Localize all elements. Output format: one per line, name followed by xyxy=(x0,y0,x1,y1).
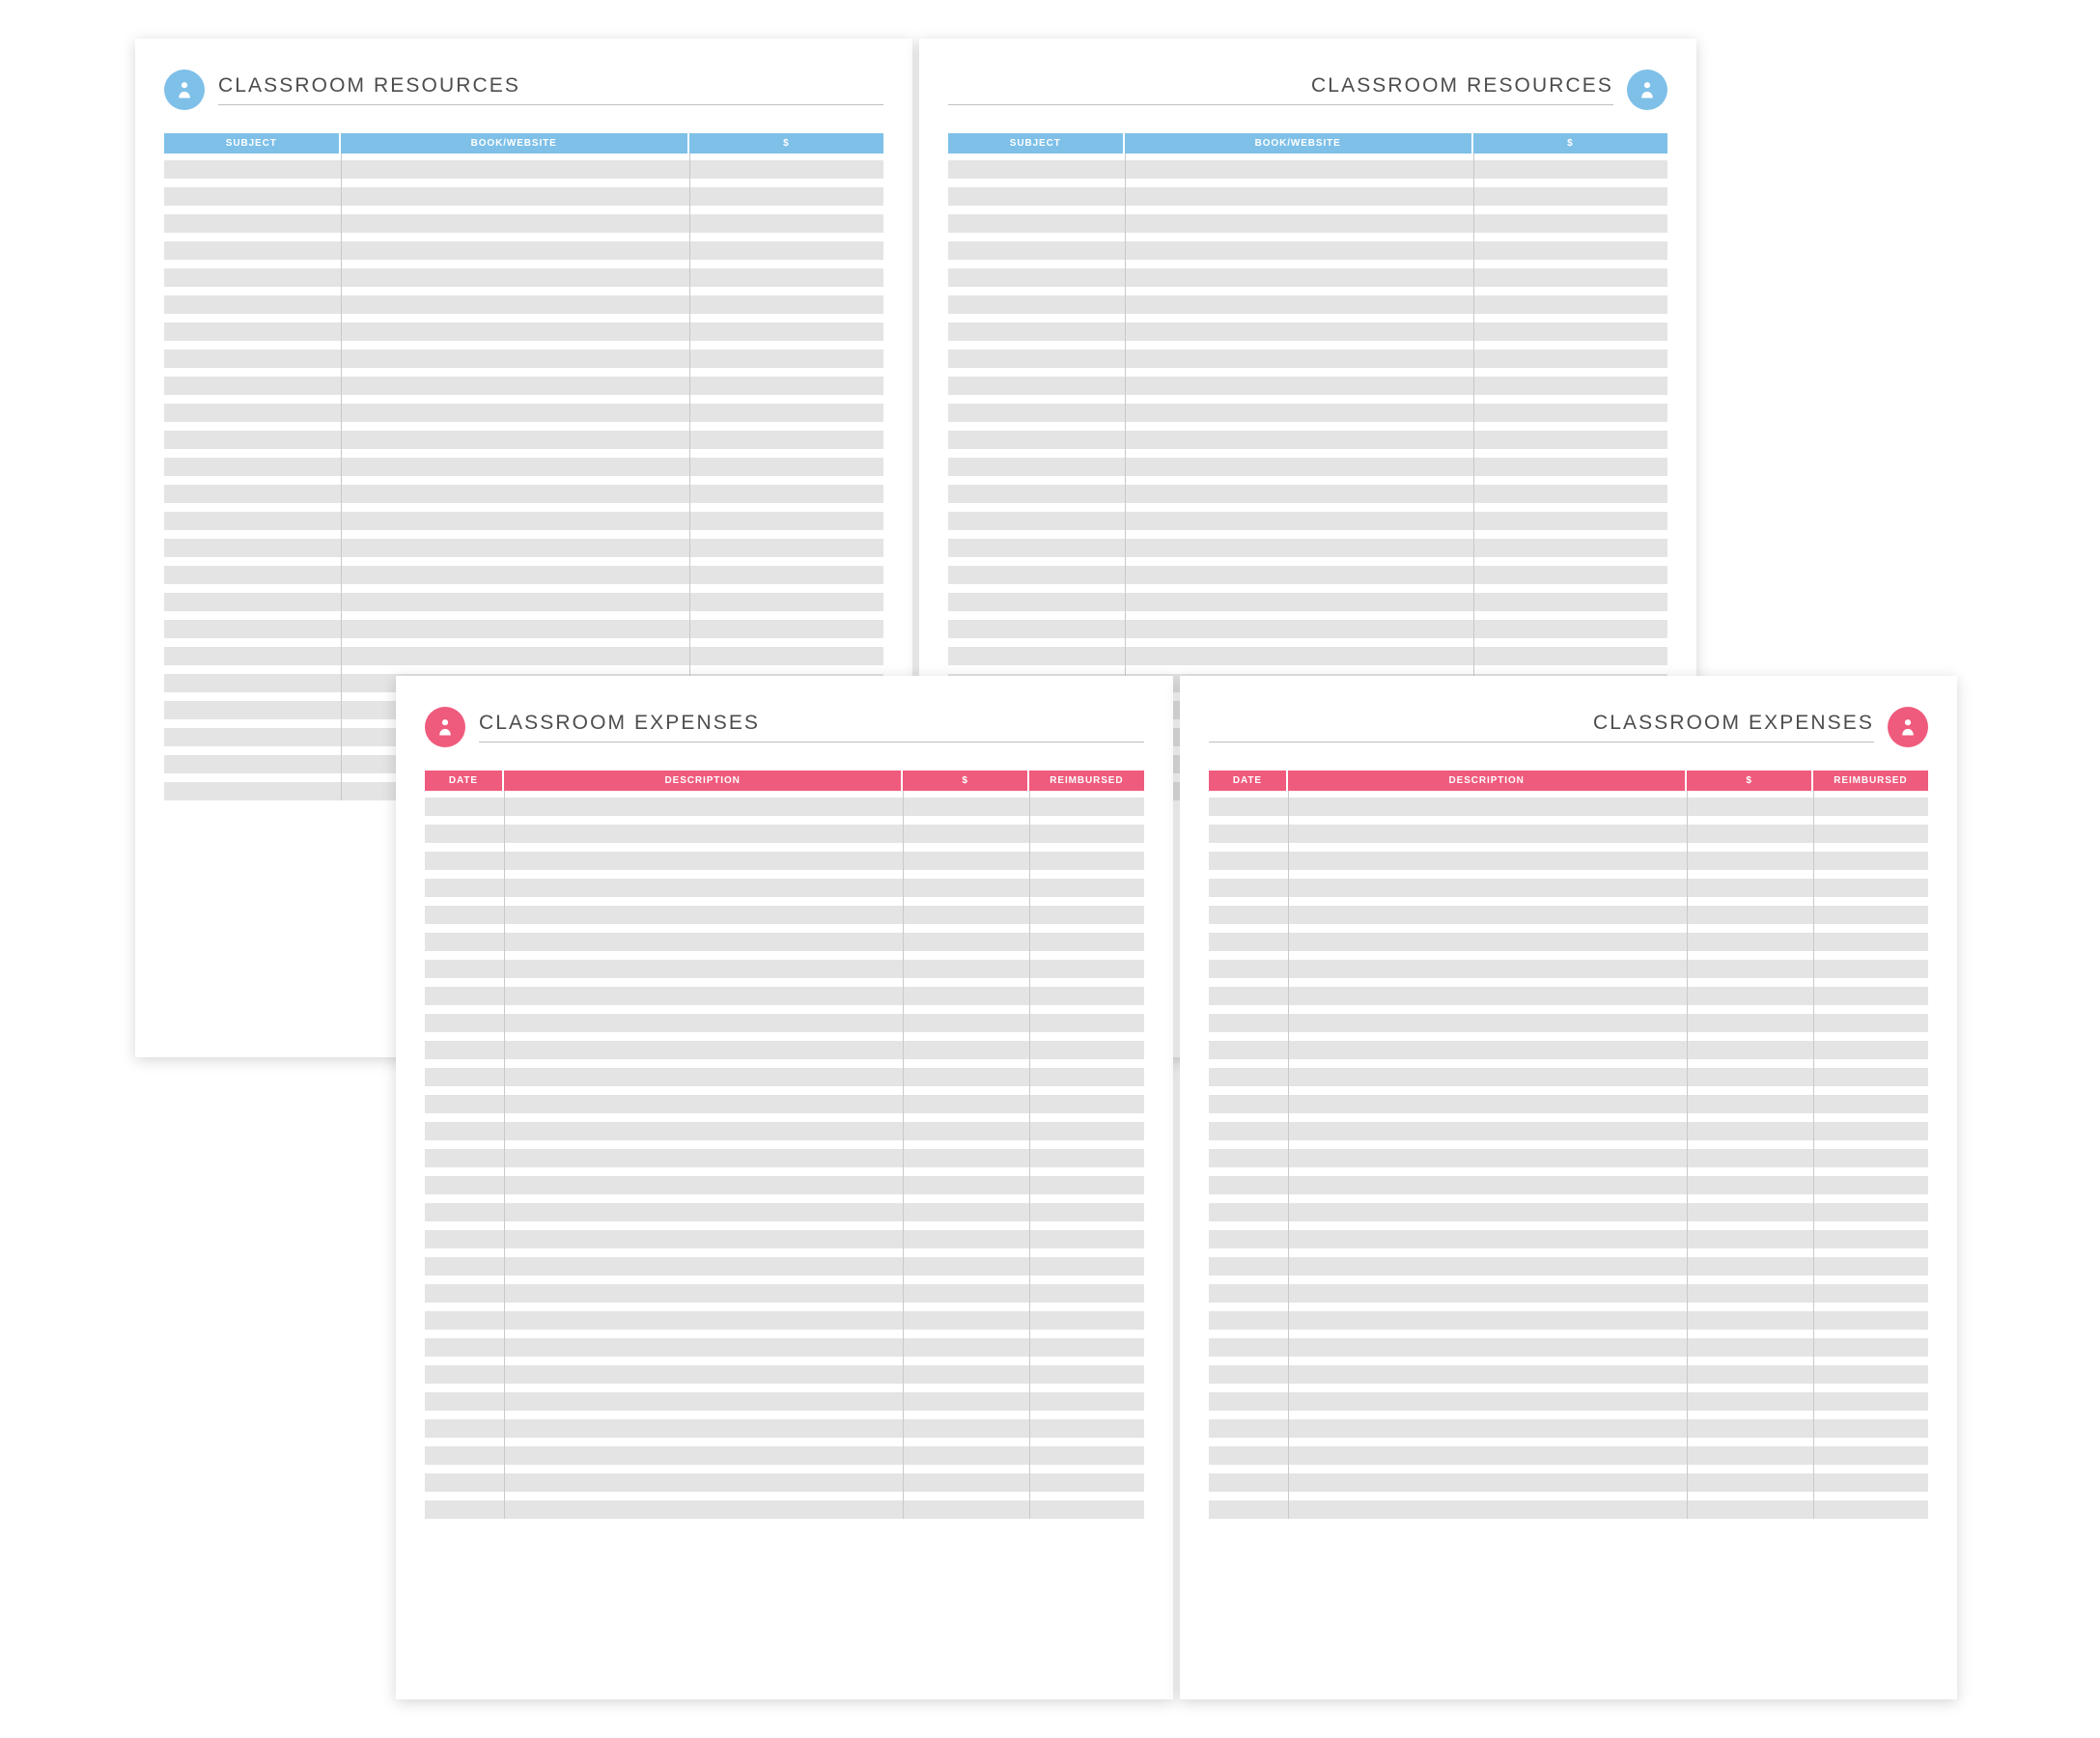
table-row[interactable] xyxy=(164,647,883,665)
table-row[interactable] xyxy=(1209,1230,1928,1248)
table-row[interactable] xyxy=(425,852,1144,870)
column-header-cell: REIMBURSED xyxy=(1813,771,1928,791)
column-header-cell: SUBJECT xyxy=(164,133,341,154)
page-title: CLASSROOM RESOURCES xyxy=(218,74,520,97)
table-row[interactable] xyxy=(1209,1473,1928,1492)
table-row[interactable] xyxy=(1209,852,1928,870)
table-row[interactable] xyxy=(1209,1068,1928,1086)
column-header-cell: $ xyxy=(903,771,1028,791)
table-column-header xyxy=(1209,771,1928,791)
page-title: CLASSROOM RESOURCES xyxy=(1311,74,1613,97)
page-title-rule xyxy=(948,74,1613,105)
column-divider xyxy=(1029,791,1030,1519)
table-row[interactable] xyxy=(1209,1338,1928,1357)
table-row[interactable] xyxy=(425,1203,1144,1221)
table-row[interactable] xyxy=(1209,1176,1928,1194)
page-title-rule xyxy=(479,712,1144,743)
column-divider xyxy=(1288,791,1289,1519)
table-row[interactable] xyxy=(164,187,883,206)
page-classroom-expenses-right xyxy=(1180,676,1957,1699)
table-row[interactable] xyxy=(1209,1149,1928,1167)
page-content-expenses-right xyxy=(1180,676,1957,1699)
table-row[interactable] xyxy=(425,1149,1144,1167)
table-row[interactable] xyxy=(164,566,883,584)
page-header xyxy=(425,697,1144,757)
table-row[interactable] xyxy=(1209,1095,1928,1113)
table-row[interactable] xyxy=(948,512,1667,530)
page-header xyxy=(164,60,883,120)
table-row[interactable] xyxy=(1209,1203,1928,1221)
page-classroom-expenses-left xyxy=(396,676,1173,1699)
table-row[interactable] xyxy=(948,295,1667,314)
table-row[interactable] xyxy=(425,1284,1144,1303)
table-row[interactable] xyxy=(948,350,1667,368)
table-row[interactable] xyxy=(948,593,1667,611)
table-row[interactable] xyxy=(164,214,883,233)
table-row[interactable] xyxy=(425,1392,1144,1411)
table-row[interactable] xyxy=(425,1095,1144,1113)
page-title-rule xyxy=(1209,712,1874,743)
column-header-cell: $ xyxy=(1687,771,1812,791)
person-badge-icon xyxy=(425,707,465,747)
table-row[interactable] xyxy=(1209,825,1928,843)
table-row[interactable] xyxy=(425,1365,1144,1384)
table-row[interactable] xyxy=(164,539,883,557)
table-row[interactable] xyxy=(948,539,1667,557)
table-row[interactable] xyxy=(1209,1365,1928,1384)
page-title: CLASSROOM EXPENSES xyxy=(479,712,761,734)
column-header-cell: BOOK/WEBSITE xyxy=(1125,133,1473,154)
table-row[interactable] xyxy=(948,214,1667,233)
person-badge-icon xyxy=(1627,70,1667,110)
table-row[interactable] xyxy=(164,377,883,395)
table-row[interactable] xyxy=(948,187,1667,206)
table-row[interactable] xyxy=(1209,1419,1928,1438)
table-row[interactable] xyxy=(164,268,883,287)
table-row[interactable] xyxy=(948,485,1667,503)
table-row[interactable] xyxy=(164,620,883,638)
table-row[interactable] xyxy=(425,933,1144,951)
table-row[interactable] xyxy=(1209,879,1928,897)
table-row[interactable] xyxy=(948,160,1667,179)
table-row[interactable] xyxy=(1209,1257,1928,1275)
table-row[interactable] xyxy=(425,1419,1144,1438)
table-column-header xyxy=(164,133,883,154)
table-row[interactable] xyxy=(1209,1014,1928,1032)
table-row[interactable] xyxy=(1209,1311,1928,1330)
column-header-cell: DATE xyxy=(1209,771,1288,791)
table-row[interactable] xyxy=(425,1500,1144,1519)
table-row[interactable] xyxy=(164,404,883,422)
table-row[interactable] xyxy=(425,798,1144,816)
table-row[interactable] xyxy=(425,1473,1144,1492)
table-row[interactable] xyxy=(425,1122,1144,1140)
table-row[interactable] xyxy=(164,458,883,476)
table-row[interactable] xyxy=(1209,906,1928,924)
table-row[interactable] xyxy=(1209,1122,1928,1140)
table-row[interactable] xyxy=(164,322,883,341)
table-row[interactable] xyxy=(948,620,1667,638)
page-header xyxy=(1209,697,1928,757)
table-row[interactable] xyxy=(1209,960,1928,978)
table-row[interactable] xyxy=(948,431,1667,449)
column-divider xyxy=(504,791,505,1519)
table-row[interactable] xyxy=(425,1068,1144,1086)
table-row[interactable] xyxy=(425,906,1144,924)
page-content-expenses-left xyxy=(396,676,1173,1699)
table-row[interactable] xyxy=(425,1446,1144,1465)
table-row[interactable] xyxy=(425,1014,1144,1032)
table-row[interactable] xyxy=(948,377,1667,395)
table-row[interactable] xyxy=(1209,1500,1928,1519)
column-header-cell: DESCRIPTION xyxy=(504,771,903,791)
page-header xyxy=(948,60,1667,120)
table-row[interactable] xyxy=(1209,798,1928,816)
table-row[interactable] xyxy=(948,566,1667,584)
table-row[interactable] xyxy=(425,1257,1144,1275)
table-row[interactable] xyxy=(425,1311,1144,1330)
table-column-header xyxy=(948,133,1667,154)
table-row[interactable] xyxy=(1209,987,1928,1005)
column-divider xyxy=(341,154,342,800)
table-row[interactable] xyxy=(948,404,1667,422)
table-row[interactable] xyxy=(948,241,1667,260)
table-rows xyxy=(425,798,1144,1519)
table-row[interactable] xyxy=(425,879,1144,897)
column-header-cell: SUBJECT xyxy=(948,133,1125,154)
table-row[interactable] xyxy=(1209,933,1928,951)
table-row[interactable] xyxy=(164,295,883,314)
page-title-rule xyxy=(218,74,883,105)
table-row[interactable] xyxy=(164,485,883,503)
table-row[interactable] xyxy=(425,825,1144,843)
column-divider xyxy=(903,791,904,1519)
table-row[interactable] xyxy=(425,1230,1144,1248)
table-row[interactable] xyxy=(425,1041,1144,1059)
column-header-cell: $ xyxy=(689,133,883,154)
table-rows xyxy=(1209,798,1928,1519)
column-divider xyxy=(1813,791,1814,1519)
table-row[interactable] xyxy=(164,593,883,611)
table-row[interactable] xyxy=(948,268,1667,287)
table-row[interactable] xyxy=(164,241,883,260)
table-row[interactable] xyxy=(164,431,883,449)
table-row[interactable] xyxy=(1209,1284,1928,1303)
table-row[interactable] xyxy=(164,160,883,179)
column-divider xyxy=(1687,791,1688,1519)
table-row[interactable] xyxy=(164,512,883,530)
table-row[interactable] xyxy=(948,322,1667,341)
table-row[interactable] xyxy=(425,1338,1144,1357)
column-header-cell: $ xyxy=(1473,133,1667,154)
table-row[interactable] xyxy=(1209,1392,1928,1411)
table-column-header xyxy=(425,771,1144,791)
column-header-cell: DATE xyxy=(425,771,504,791)
table-row[interactable] xyxy=(1209,1446,1928,1465)
column-header-cell: BOOK/WEBSITE xyxy=(341,133,689,154)
table-row[interactable] xyxy=(1209,1041,1928,1059)
page-title: CLASSROOM EXPENSES xyxy=(1592,712,1874,734)
person-badge-icon xyxy=(1888,707,1928,747)
table-row[interactable] xyxy=(948,647,1667,665)
table-row[interactable] xyxy=(948,458,1667,476)
table-row[interactable] xyxy=(164,350,883,368)
table-row[interactable] xyxy=(425,960,1144,978)
table-row[interactable] xyxy=(425,987,1144,1005)
column-header-cell: DESCRIPTION xyxy=(1288,771,1687,791)
person-badge-icon xyxy=(164,70,205,110)
column-header-cell: REIMBURSED xyxy=(1029,771,1144,791)
table-row[interactable] xyxy=(425,1176,1144,1194)
